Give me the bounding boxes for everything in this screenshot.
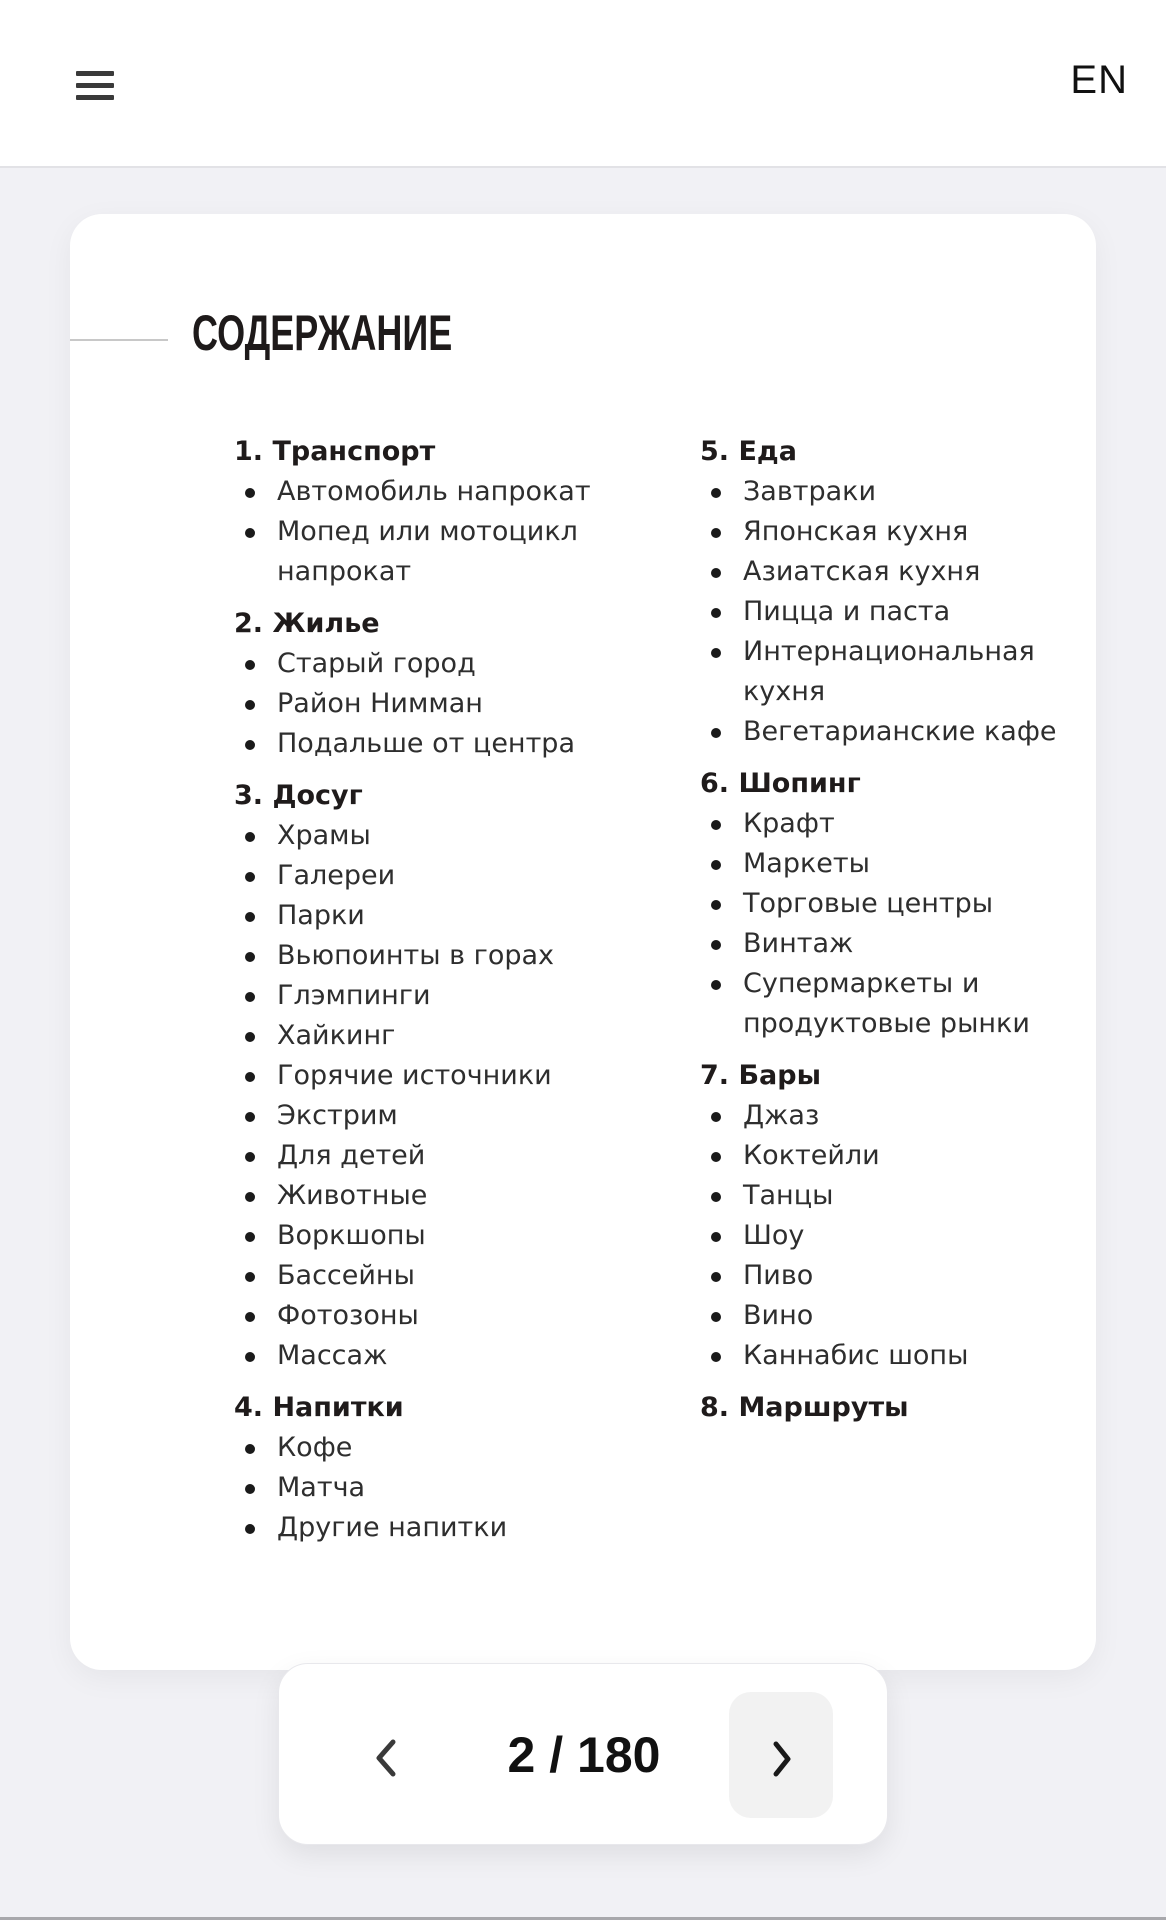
toc-list-item[interactable]: Коктейли xyxy=(700,1136,1080,1176)
toc-section xyxy=(234,432,614,592)
toc-section xyxy=(234,604,614,764)
toc-list-item[interactable]: Интернациональная кухня xyxy=(700,632,1080,712)
toc-list-item[interactable]: Шоу xyxy=(700,1216,1080,1256)
toc-list-item[interactable]: Пицца и паста xyxy=(700,592,1080,632)
toc-section-heading[interactable]: 1. Транспорт xyxy=(234,436,436,467)
toc-list-item[interactable]: Бассейны xyxy=(234,1256,614,1296)
toc-section-heading[interactable]: 2. Жилье xyxy=(234,608,380,639)
toc-section-heading[interactable]: 7. Бары xyxy=(700,1060,821,1091)
toc-section-heading[interactable]: 5. Еда xyxy=(700,436,797,467)
toc-list-item[interactable]: Глэмпинги xyxy=(234,976,614,1016)
toc-list-item[interactable]: Вьюпоинты в горах xyxy=(234,936,614,976)
toc-list-item[interactable]: Старый город xyxy=(234,644,614,684)
toc-list-item[interactable]: Японская кухня xyxy=(700,512,1080,552)
page-counter: 2 / 180 xyxy=(507,1727,661,1783)
toc-list-item[interactable]: Животные xyxy=(234,1176,614,1216)
hamburger-icon-bar xyxy=(76,95,114,100)
toc-list-item[interactable]: Хайкинг xyxy=(234,1016,614,1056)
toc-section-heading[interactable]: 3. Досуг xyxy=(234,780,363,811)
toc-section xyxy=(234,1388,614,1548)
toc-list-item[interactable]: Танцы xyxy=(700,1176,1080,1216)
toc-list-item[interactable]: Джаз xyxy=(700,1096,1080,1136)
chevron-right-icon xyxy=(766,1738,796,1778)
toc-list-item[interactable]: Воркшопы xyxy=(234,1216,614,1256)
toc-list-item[interactable]: Азиатская кухня xyxy=(700,552,1080,592)
toc-list-item[interactable]: Для детей xyxy=(234,1136,614,1176)
toc-list-item[interactable]: Подальше от центра xyxy=(234,724,614,764)
toc-list-item[interactable]: Другие напитки xyxy=(234,1508,614,1548)
toc-section xyxy=(234,776,614,1376)
toc-list-item[interactable]: Вино xyxy=(700,1296,1080,1336)
next-page-button[interactable] xyxy=(729,1692,833,1818)
toc-list-item[interactable]: Район Нимман xyxy=(234,684,614,724)
toc-list-item[interactable]: Крафт xyxy=(700,804,1080,844)
toc-list-item[interactable]: Вегетарианские кафе xyxy=(700,712,1080,752)
toc-list-item[interactable]: Мопед или мотоцикл напрокат xyxy=(234,512,614,592)
pagination xyxy=(278,1663,888,1845)
page-title: СОДЕРЖАНИЕ xyxy=(192,305,453,361)
hamburger-icon-bar xyxy=(76,83,114,88)
toc-item-list xyxy=(234,1428,614,1548)
menu-button[interactable] xyxy=(74,66,118,106)
toc-list-item[interactable]: Кофе xyxy=(234,1428,614,1468)
toc-list-item[interactable]: Торговые центры xyxy=(700,884,1080,924)
top-bar xyxy=(0,0,1166,168)
toc-list-item[interactable]: Матча xyxy=(234,1468,614,1508)
toc-list-item[interactable]: Винтаж xyxy=(700,924,1080,964)
toc-list-item[interactable]: Экстрим xyxy=(234,1096,614,1136)
toc-section-heading[interactable]: 6. Шопинг xyxy=(700,768,861,799)
hamburger-icon-bar xyxy=(76,71,114,76)
toc-section xyxy=(700,432,1080,752)
toc-list-item[interactable]: Каннабис шопы xyxy=(700,1336,1080,1376)
toc-list-item[interactable]: Завтраки xyxy=(700,472,1080,512)
toc-list-item[interactable]: Автомобиль напрокат xyxy=(234,472,614,512)
toc-list-item[interactable]: Пиво xyxy=(700,1256,1080,1296)
toc-list-item[interactable]: Горячие источники xyxy=(234,1056,614,1096)
toc-list-item[interactable]: Храмы xyxy=(234,816,614,856)
toc-item-list xyxy=(234,816,614,1376)
toc-item-list xyxy=(700,472,1080,752)
toc-right-column xyxy=(700,432,1080,1440)
toc-list-item[interactable]: Фотозоны xyxy=(234,1296,614,1336)
toc-left-column xyxy=(234,432,614,1560)
toc-section-heading[interactable]: 4. Напитки xyxy=(234,1392,404,1423)
toc-list-item[interactable]: Массаж xyxy=(234,1336,614,1376)
toc-section xyxy=(700,764,1080,1044)
toc-section-heading[interactable]: 8. Маршруты xyxy=(700,1392,909,1423)
toc-list-item[interactable]: Парки xyxy=(234,896,614,936)
toc-list-item[interactable]: Галереи xyxy=(234,856,614,896)
title-divider xyxy=(70,339,168,341)
toc-section xyxy=(700,1056,1080,1376)
toc-list-item[interactable]: Супермаркеты и продуктовые рынки xyxy=(700,964,1080,1044)
toc-list-item[interactable]: Маркеты xyxy=(700,844,1080,884)
toc-section xyxy=(700,1388,1080,1428)
toc-item-list xyxy=(234,644,614,764)
toc-item-list xyxy=(700,1096,1080,1376)
toc-item-list xyxy=(234,472,614,592)
language-switch-button[interactable]: EN xyxy=(1070,58,1128,102)
toc-item-list xyxy=(700,804,1080,1044)
